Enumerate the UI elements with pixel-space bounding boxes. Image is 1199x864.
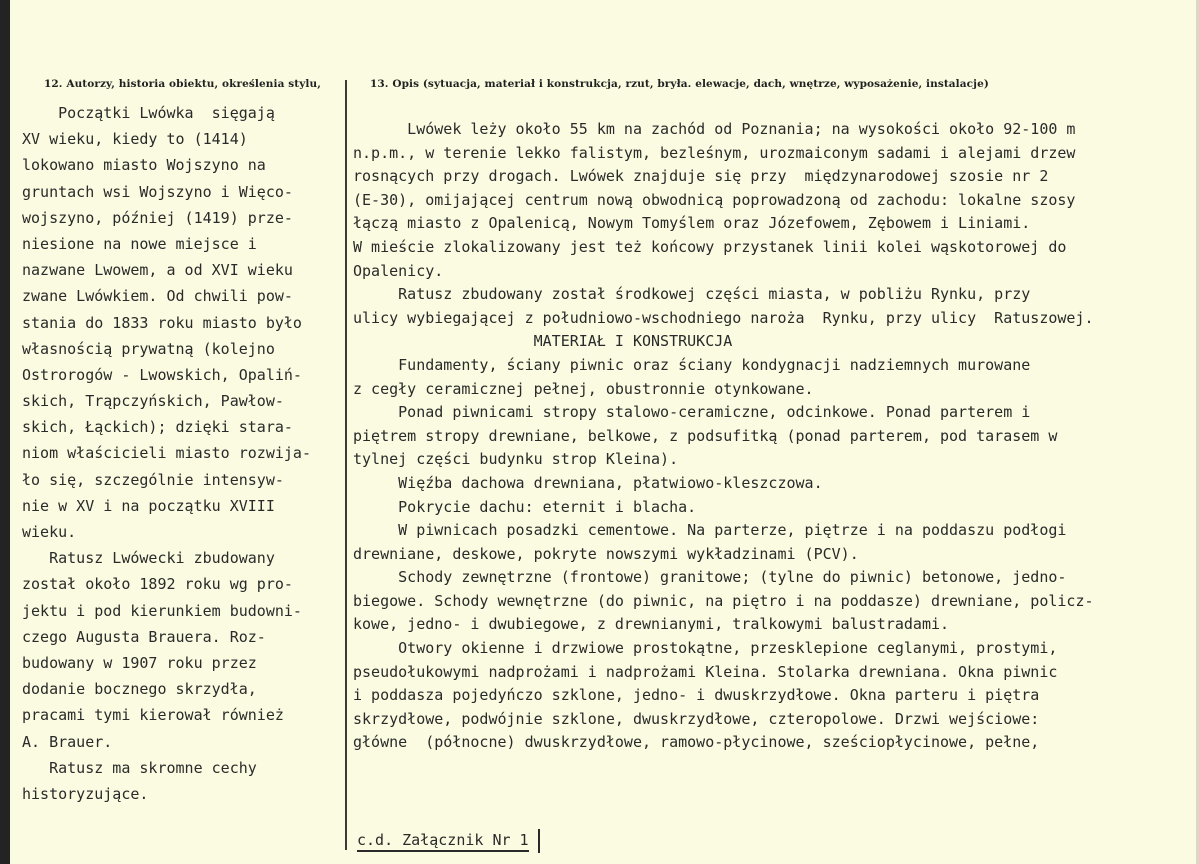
- history-line: lokowano miasto Wojszyno na: [22, 156, 266, 175]
- history-line: gruntach wsi Wojszyno i Więco-: [22, 182, 293, 201]
- description-line: główne (północne) dwuskrzydłowe, ramowo-płycinowe, sześciopłycinowe, pełne,: [353, 733, 1040, 752]
- description-line: n.p.m., w terenie lekko falistym, bezleśnym, urozmaiconym sadami i alejami drzew: [353, 143, 1076, 162]
- history-line: Ratusz ma skromne cechy: [22, 758, 257, 777]
- description-line: W piwnicach posadzki cementowe. Na parterze, piętrze i na poddaszu podłogi: [353, 521, 1067, 540]
- description-line: ulicy wybiegającej z południowo-wschodniego naroża Rynku, przy ulicy Ratuszowej.: [353, 308, 1094, 327]
- history-line: Ratusz Lwówecki zbudowany: [22, 549, 275, 568]
- history-line: nie w XV i na początku XVIII: [22, 496, 275, 515]
- description-line: Otwory okienne i drzwiowe prostokątne, przesklepione ceglanymi, prostymi,: [353, 639, 1058, 658]
- history-line: własnością prywatną (kolejno: [22, 339, 275, 358]
- history-line: stania do 1833 roku miasto było: [22, 313, 302, 332]
- history-line: skich, Trąpczyńskich, Pawłow-: [22, 392, 284, 411]
- history-line: skich, Łąckich); dzięki stara-: [22, 418, 293, 437]
- history-line: został około 1892 roku wg pro-: [22, 575, 293, 594]
- history-line: zwane Lwówkiem. Od chwili pow-: [22, 287, 293, 306]
- history-line: XV wieku, kiedy to (1414): [22, 130, 248, 149]
- column-divider: [345, 80, 347, 850]
- description-line: i poddasza pojedyńczo szklone, jedno- i dwuskrzydłowe. Okna parteru i piętra: [353, 686, 1040, 705]
- history-line: ło się, szczególnie intensyw-: [22, 470, 284, 489]
- description-line: W mieście zlokalizowany jest też końcowy przystanek linii kolei wąskotorowej do: [353, 237, 1067, 256]
- description-line: łączą miasto z Opalenicą, Nowym Tomyślem oraz Józefowem, Zębowem i Liniami.: [353, 214, 1031, 233]
- description-line: kowe, jedno- i dwubiegowe, z drewnianymi, tralkowymi balustradami.: [353, 615, 950, 634]
- history-line: czego Augusta Brauera. Roz-: [22, 627, 266, 646]
- attachment-reference: c.d. Załącznik Nr 1: [357, 831, 529, 852]
- history-line: A. Brauer.: [22, 732, 113, 751]
- history-line: wieku.: [22, 523, 77, 541]
- description-line: piętrem stropy drewniane, belkowe, z podsufitką (ponad parterem, pod tarasem w: [353, 426, 1058, 445]
- history-text: [22, 100, 311, 807]
- footer-rule: [538, 829, 540, 853]
- description-line: tylnej części budynku strop Kleina).: [353, 450, 679, 469]
- description-line: biegowe. Schody wewnętrzne (do piwnic, na piętro i na poddasze) drewniane, policz-: [353, 591, 1094, 610]
- scan-edge-left: [0, 0, 10, 864]
- description-line: Ratusz zbudowany został środkowej części miasta, w pobliżu Rynku, przy: [353, 285, 1031, 304]
- history-line: pracami tymi kierował również: [22, 706, 284, 725]
- description-line: rosnących przy drogach. Lwówek znajduje się przy międzynarodowej szosie nr 2: [353, 167, 1049, 186]
- history-line: Początki Lwówka sięgają: [22, 104, 275, 122]
- description-line: Fundamenty, ściany piwnic oraz ściany kondygnacji nadziemnych murowane: [353, 355, 1031, 374]
- description-line: Pokrycie dachu: eternit i blacha.: [353, 497, 697, 516]
- history-line: niesione na nowe miejsce i: [22, 234, 257, 253]
- history-line: dodanie bocznego skrzydła,: [22, 680, 257, 699]
- description-line: Lwówek leży około 55 km na zachód od Poznania; na wysokości około 92-100 m: [353, 120, 1076, 138]
- section-13-header: 13. Opis (sytuacja, materiał i konstrukcja, rzut, bryła. elewacje, dach, wnętrze, wyposażenie, instalacje): [370, 78, 989, 90]
- history-line: wojszyno, później (1419) prze-: [22, 208, 293, 227]
- description-line: Opalenicy.: [353, 261, 444, 280]
- description-line: MATERIAŁ I KONSTRUKCJA: [353, 332, 733, 351]
- section-12-header: 12. Autorzy, historia obiektu, określenia stylu,: [44, 78, 322, 90]
- history-line: nazwane Lwowem, a od XVI wieku: [22, 261, 293, 280]
- description-text: [353, 118, 1094, 755]
- history-line: historyzujące.: [22, 784, 149, 803]
- description-line: skrzydłowe, podwójnie szklone, dwuskrzydłowe, czteropolowe. Drzwi wejściowe:: [353, 709, 1040, 728]
- description-line: z cegły ceramicznej pełnej, obustronnie otynkowane.: [353, 379, 814, 398]
- description-line: pseudołukowymi nadprożami i nadprożami Kleina. Stolarka drewniana. Okna piwnic: [353, 662, 1058, 681]
- description-line: Ponad piwnicami stropy stalowo-ceramiczne, odcinkowe. Ponad parterem i: [353, 403, 1031, 422]
- history-line: niom właścicieli miasto rozwija-: [22, 444, 311, 463]
- description-line: (E-30), omijającej centrum nową obwodnicą poprowadzoną od zachodu: lokalne szosy: [353, 190, 1076, 209]
- history-line: Ostrorogów - Lwowskich, Opaliń-: [22, 365, 302, 384]
- history-line: budowany w 1907 roku przez: [22, 653, 257, 672]
- history-line: jektu i pod kierunkiem budowni-: [22, 601, 302, 620]
- description-line: Schody zewnętrzne (frontowe) granitowe; (tylne do piwnic) betonowe, jedno-: [353, 568, 1067, 587]
- description-line: Więźba dachowa drewniana, płatwiowo-kleszczowa.: [353, 473, 823, 492]
- description-line: drewniane, deskowe, pokryte nowszymi wykładzinami (PCV).: [353, 544, 859, 563]
